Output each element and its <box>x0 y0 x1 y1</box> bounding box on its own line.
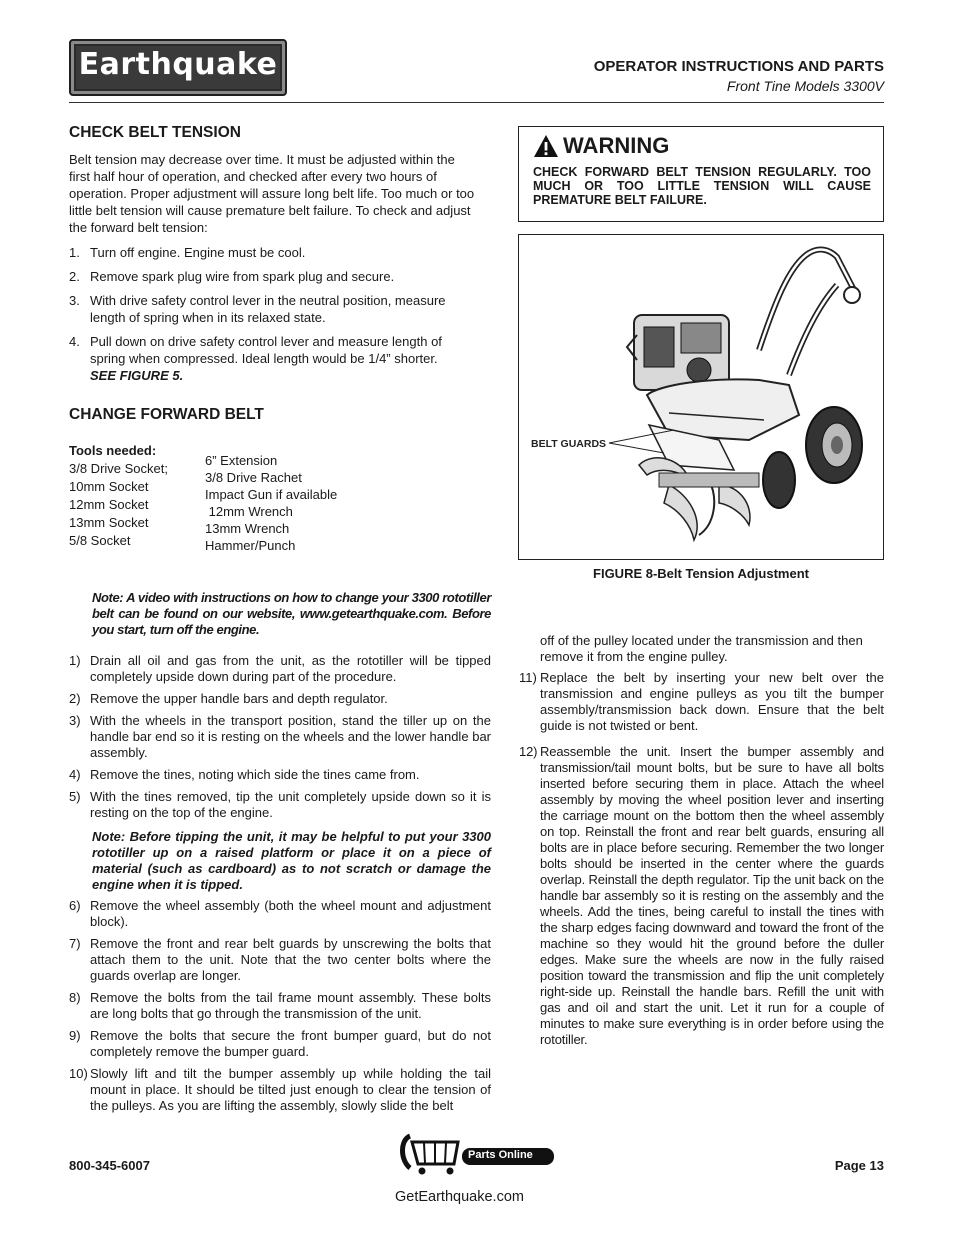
earthquake-logo <box>69 39 287 96</box>
list-item: 9) Remove the bolts that secure the front bumper guard, but do not completely remove the bumper guard. <box>69 1028 491 1059</box>
warning-box <box>518 126 884 222</box>
tools-label: Tools needed: <box>69 443 157 458</box>
tipping-note: Note: Before tipping the unit, it may be helpful to put your 3300 rototiller up on a raised platform or place it on a piece of material (such as cardboard) as to not scratch or damage the engine when it is tipped. <box>92 829 491 892</box>
see-figure-reference: SEE FIGURE 5. <box>90 368 184 383</box>
change-belt-steps-b <box>69 898 491 1120</box>
belt-guards-callout: BELT GUARDS <box>531 438 607 450</box>
parts-online-badge: Parts Online <box>468 1149 533 1161</box>
check-belt-steps <box>69 244 479 384</box>
video-note: Note: A video with instructions on how to change your 3300 rototiller belt can be found on our website, www.getearthquake.com. Before you start, turn off the engine. <box>92 590 491 637</box>
document-title: OPERATOR INSTRUCTIONS AND PARTS <box>593 58 884 75</box>
page-number: Page 13 <box>834 1158 884 1173</box>
list-item: 6) Remove the wheel assembly (both the wheel mount and adjustment block). <box>69 898 491 929</box>
list-item: 3. With drive safety control lever in the neutral position, measure length of spring when in its relaxed state. <box>69 293 446 325</box>
document-subtitle: Front Tine Models 3300V <box>726 78 884 94</box>
check-belt-intro: Belt tension may decrease over time. It must be adjusted within the first half hour of operation, and checked after every two hours of operation. Proper adjustment will assure long belt life. Too much or too little belt tension will cause premature belt failure. To check and adjust the forward belt tension: <box>69 152 475 235</box>
step10-continuation: off of the pulley located under the transmission and then remove it from the engine pulley. <box>540 633 863 664</box>
list-item: 5) With the tines removed, tip the unit completely upside down so it is resting on the top of the engine. <box>69 789 491 820</box>
list-item: 1. Turn off engine. Engine must be cool. <box>69 245 306 260</box>
list-item: 3) With the wheels in the transport position, stand the tiller up on the handle bar end so it is resting on the wheels and the lower handle bar assembly. <box>69 713 491 760</box>
list-item: 11) Replace the belt by inserting your new belt over the transmission and engine pulleys as you tilt the bumper assembly/transmission back down. Ensure that the belt guide is not twisted or bent. <box>519 670 884 733</box>
parts-online-logo <box>398 1130 558 1180</box>
warning-triangle-icon <box>533 134 559 158</box>
list-item: 4. Pull down on drive safety control lever and measure length of spring when compressed. Ideal length would be 1/4” shorter. SEE FIGURE 5. <box>69 334 442 383</box>
list-item: 2. Remove spark plug wire from spark plug and secure. <box>69 269 395 284</box>
list-item: 10) Slowly lift and tilt the bumper assembly up while holding the tail mount in place. It should be tilted just enough to clear the tension of the pulleys. As you are lifting the assembly, slowly slide the belt <box>69 1066 491 1113</box>
list-item: 7) Remove the front and rear belt guards by unscrewing the bolts that attach them to the unit. Note that the two center bolts where the guards overlap are longer. <box>69 936 491 983</box>
list-item: 8) Remove the bolts from the tail frame mount assembly. These bolts are long bolts that go through the transmission of the unit. <box>69 990 491 1021</box>
list-item: 4) Remove the tines, noting which side the tines came from. <box>69 767 420 782</box>
change-belt-steps-c <box>519 670 884 1054</box>
footer-phone: 800-345-6007 <box>69 1158 150 1173</box>
check-belt-section <box>69 124 479 391</box>
change-belt-steps-a <box>69 653 491 827</box>
change-belt-heading: CHANGE FORWARD BELT <box>69 406 264 423</box>
list-item: 12) Reassemble the unit. Insert the bumper assembly and transmission/tail mount bolts, but be sure to have all bolts inserted before securing them in place. Attach the wheel assembly by moving the wheel position lever and inserting the carriage mount on the bottom then the wheel assembly on top. Reinstall the front and rear belt guards, ensuring all bolts are in place before securing. Remember the two longer bolts should be inserted in the center where the guards overlap. Reinstall the depth regulator. Tip the unit back on the handle bar assembly so it is resting on the assembly and the wheels. Add the tines, being careful to install the tines with the sharp edges facing downward and toward the front of the machine so they would hit the ground before the duller edges. Make sure the wheels are now in the fully raised position toward the transmission and flip the unit completely right-side up. Reinstall the handle bars. Refill the unit with gas and oil and start the unit. Let it run for a couple of minutes to make sure everything is in order before using the rototiller. <box>519 744 884 1047</box>
list-item: 2) Remove the upper handle bars and depth regulator. <box>69 691 388 706</box>
tools-list-left: Tools needed: 3/8 Drive Socket; 10mm Socket 12mm Socket 13mm Socket 5/8 Socket <box>69 442 199 550</box>
footer-website[interactable]: GetEarthquake.com <box>395 1189 524 1205</box>
list-item: 1) Drain all oil and gas from the unit, as the rototiller will be tipped completely upside down during part of the procedure. <box>69 653 491 684</box>
figure-caption: FIGURE 8-Belt Tension Adjustment <box>593 566 809 581</box>
warning-text: CHECK FORWARD BELT TENSION REGULARLY. TOO MUCH OR TOO LITTLE TENSION WILL CAUSE PREMATURE BELT FAILURE. <box>533 165 871 207</box>
figure-belt-tension <box>518 234 884 560</box>
check-belt-heading: CHECK BELT TENSION <box>69 124 241 141</box>
logo-text: Earthquake <box>78 47 278 82</box>
tools-list-right: 6” Extension 3/8 Drive Rachet Impact Gun if available 12mm Wrench 13mm Wrench Hammer/Punch <box>205 453 338 553</box>
rototiller-illustration <box>519 235 883 559</box>
header-divider <box>69 102 884 103</box>
warning-title: WARNING <box>533 133 669 159</box>
